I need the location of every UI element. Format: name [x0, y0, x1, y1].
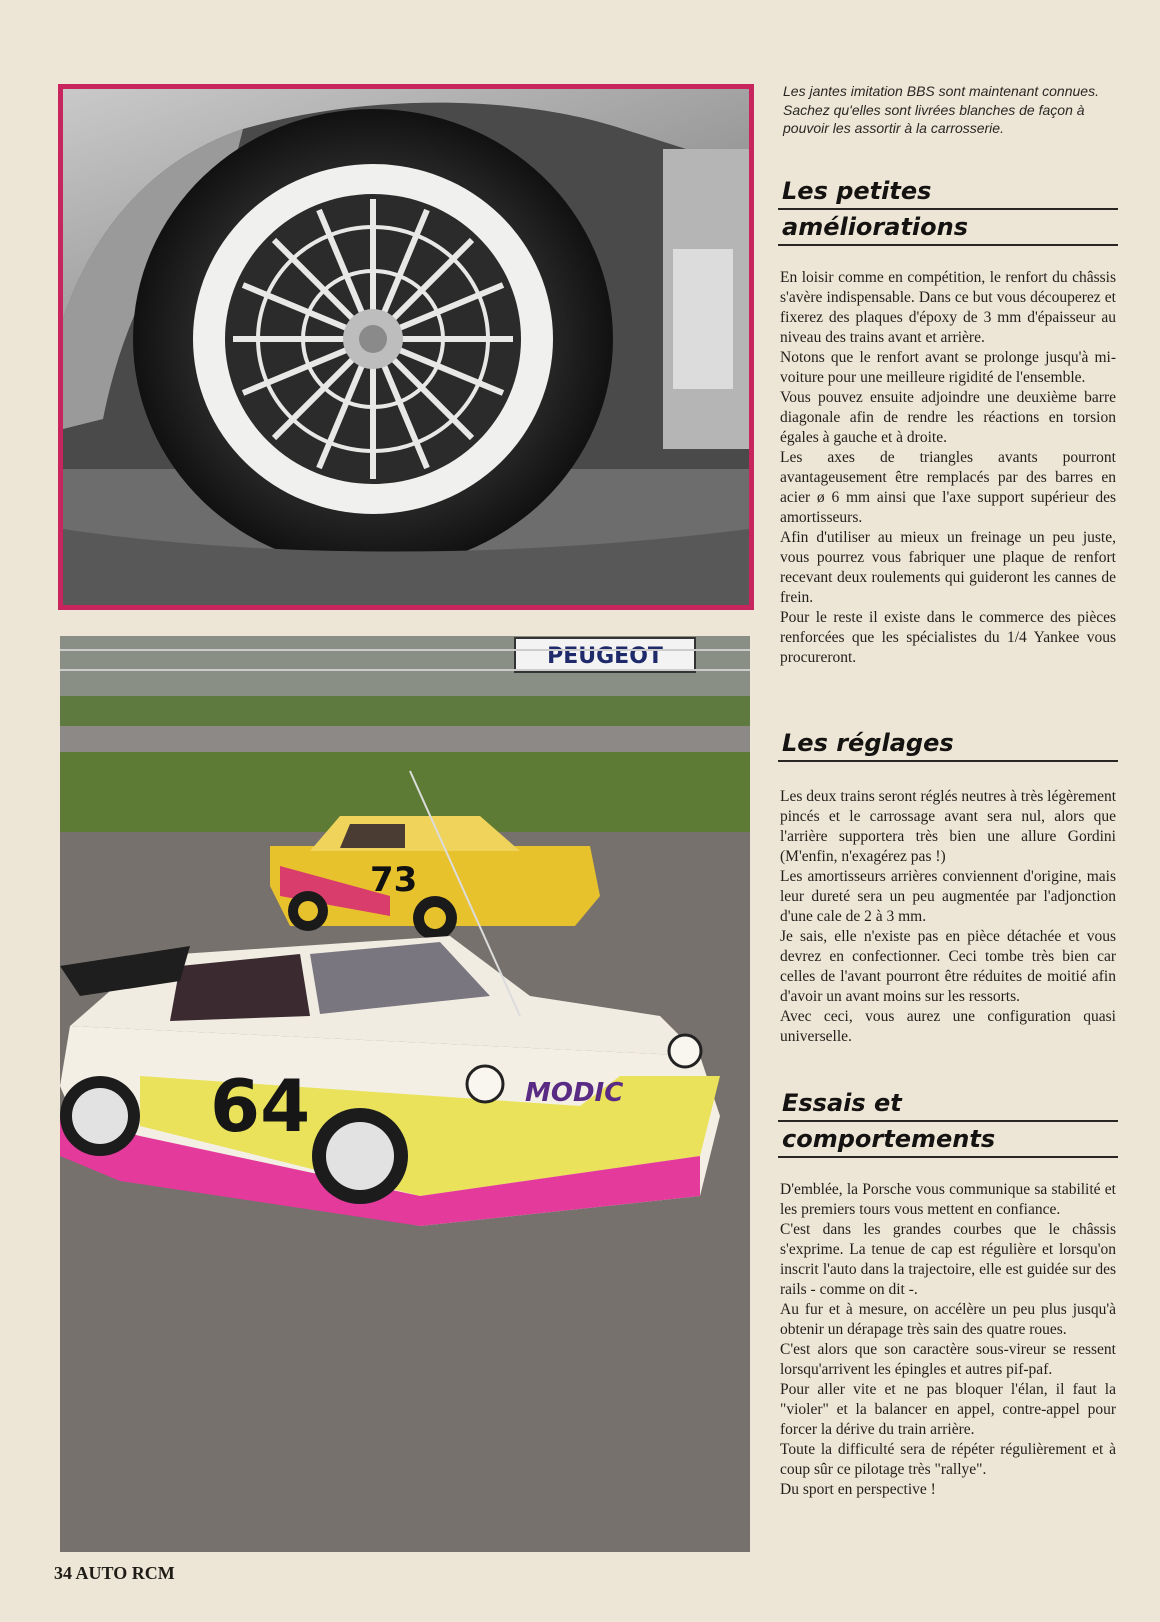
wheel-illustration	[63, 89, 749, 605]
section-body-ameliorations	[780, 268, 1116, 668]
paragraph: Au fur et à mesure, on accélère un peu plus jusqu'à obtenir un dérapage très sain des quatre roues.	[780, 1301, 1116, 1338]
section-body-reglages	[780, 787, 1116, 1047]
peugeot-banner: PEUGEOT	[547, 644, 663, 669]
sponsor-decal: MODIC	[525, 1078, 624, 1108]
section-heading-essais	[778, 1086, 1118, 1158]
paragraph: Afin d'utiliser au mieux un freinage un peu juste, vous pourrez vous fabriquer une plaque de renfort recevant deux roulements qui guideront les cannes de frein.	[780, 529, 1116, 606]
heading-line: améliorations	[778, 210, 1118, 246]
page-footer	[54, 1563, 175, 1584]
paragraph: D'emblée, la Porsche vous communique sa stabilité et les premiers tours vous mettent en confiance.	[780, 1181, 1116, 1218]
paragraph: Les deux trains seront réglés neutres à très légèrement pincés et le carrossage avant sera nul, alors que l'arrière supportera très bien une allure Gordini (M'enfin, n'exagérez pas !)	[780, 788, 1116, 865]
paragraph: Pour le reste il existe dans le commerce des pièces renforcées que les spécialistes du 1/4 Yankee vous procureront.	[780, 609, 1116, 666]
race-cars-photo	[60, 636, 750, 1552]
race-cars-illustration	[60, 636, 750, 1552]
paragraph: Les amortisseurs arrières conviennent d'origine, mais leur dureté sera un peu augmentée par l'adjonction d'une cale de 2 à 3 mm.	[780, 868, 1116, 925]
heading-line: Essais et	[778, 1086, 1118, 1122]
photo-caption: Les jantes imitation BBS sont maintenant connues. Sachez qu'elles sont livrées blanches de façon à pouvoir les assortir à la carrosserie.	[783, 83, 1099, 136]
paragraph: Du sport en perspective !	[780, 1481, 936, 1498]
paragraph: Vous pouvez ensuite adjoindre une deuxième barre diagonale afin de rendre les réactions en torsion égales à gauche et à droite.	[780, 389, 1116, 446]
heading-line: Les réglages	[778, 726, 1118, 762]
heading-line: Les petites	[778, 174, 1118, 210]
heading-line: comportements	[778, 1122, 1118, 1158]
section-heading-reglages	[778, 726, 1118, 762]
paragraph: Je sais, elle n'existe pas en pièce détachée et vous devrez en confectionner. Ceci tombe très bien car celles de l'avant pourront être réduites de moitié afin d'avoir un avant moins sur les ressorts.	[780, 928, 1116, 1005]
section-heading-ameliorations	[778, 174, 1118, 246]
page-number: 34	[54, 1563, 72, 1583]
car-73-number: 73	[370, 860, 418, 900]
paragraph: C'est dans les grandes courbes que le châssis s'exprime. La tenue de cap est régulière et lorsqu'on inscrit l'auto dans la trajectoire, elle est guidée sur des rails - comme on dit -.	[780, 1221, 1116, 1298]
paragraph: C'est alors que son caractère sous-vireur se ressent lorsqu'arrivent les épingles et autres pif-paf.	[780, 1341, 1116, 1378]
paragraph: En loisir comme en compétition, le renfort du châssis s'avère indispensable. Dans ce but vous découperez et fixerez des plaques d'époxy de 3 mm d'épaisseur au niveau des trains avant et arrière.	[780, 269, 1116, 346]
car-64-number: 64	[210, 1064, 311, 1148]
wheel-photo	[58, 84, 754, 610]
section-body-essais	[780, 1180, 1116, 1500]
paragraph: Les axes de triangles avants pourront avantageusement être remplacés par des barres en acier ø 6 mm ainsi que l'axe support supérieur des amortisseurs.	[780, 449, 1116, 526]
paragraph: Notons que le renfort avant se prolonge jusqu'à mi-voiture pour une meilleure rigidité de l'ensemble.	[780, 349, 1116, 386]
magazine-name: AUTO RCM	[75, 1563, 175, 1583]
paragraph: Pour aller vite et ne pas bloquer l'élan, il faut la "violer" et la balancer en appel, contre-appel pour forcer la dérive du train arrière.	[780, 1381, 1116, 1438]
paragraph: Avec ceci, vous aurez une configuration quasi universelle.	[780, 1008, 1116, 1045]
paragraph: Toute la difficulté sera de répéter régulièrement et à coup sûr ce pilotage très "rallye".	[780, 1441, 1116, 1478]
